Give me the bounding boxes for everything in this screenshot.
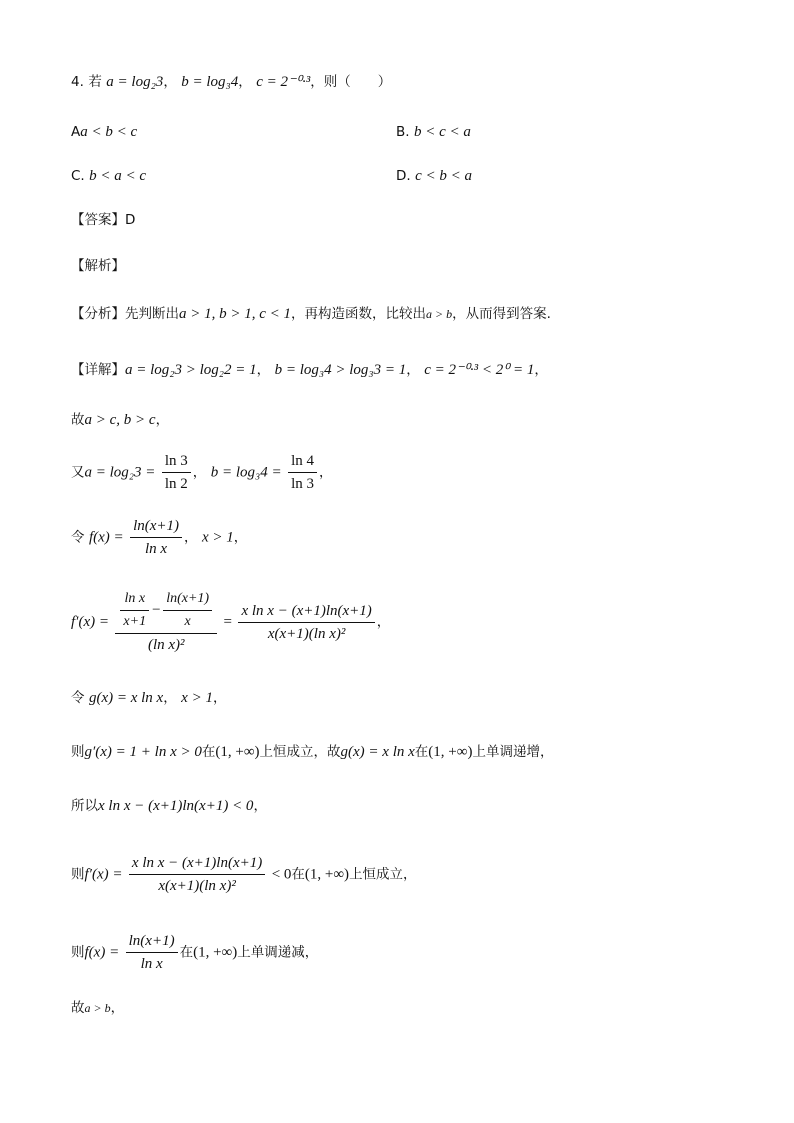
option-b <box>396 122 471 142</box>
gprime-g: g(x) = x ln x <box>340 744 415 760</box>
fraction-fprime2: $\frac{\text{x ln x − (x+1)ln(x+1)}}{\text{x(x+1)(ln x)²}}$ <box>129 852 265 897</box>
question-b-def: b = log₃4 <box>181 74 239 90</box>
fraction-fprime-simplified: $\frac{\text{x ln x − (x+1)ln(x+1)}}{\text{x(x+1)(ln x)²}}$ <box>238 600 374 645</box>
analysis-line <box>71 256 125 276</box>
gu1-expr: a > c, b > c <box>84 412 156 428</box>
interval-4: (1, +∞) <box>193 944 238 961</box>
fraction-f2: $\frac{\ln(x+1)}{\text{ln x}}$ <box>126 930 178 975</box>
xiangjie-eq3: c = 2⁻⁰·³ < 2⁰ = 1 <box>424 362 535 378</box>
fraction-ln4-ln3: $\frac{\ln 4}{\ln 3}$ <box>288 450 317 495</box>
option-a-text: a < b < c <box>80 124 138 140</box>
option-d-label: D. <box>396 168 411 184</box>
option-d <box>396 166 472 186</box>
fprime2-lhs: f′(x) = <box>84 866 123 883</box>
answer-value: D <box>125 212 136 228</box>
fraction-fprime-compound: $\frac{\text{ln x}}{x+1}$ − $\frac{\ln(x+1)}{x}$ (ln x)² <box>115 588 217 656</box>
fenxi-cond: a > 1, b > 1, c < 1 <box>179 306 292 322</box>
g-def: g(x) = x ln x <box>88 690 164 706</box>
question-ruo: 若 <box>88 74 102 90</box>
you-line: 又a = log₂3 = $\frac{\ln 3}{\ln 2}$ ， b = log₃4 = $\frac{\ln 4}{\ln 3}$ ， <box>71 450 332 495</box>
gu2-expr: a > b <box>84 1001 111 1015</box>
xiangjie-eq1: a = log₂3 > log₂2 = 1 <box>125 362 257 378</box>
interval-3: (1, +∞) <box>304 866 350 883</box>
interval-1: (1, +∞) <box>215 744 260 760</box>
suoyi-ineq: x ln x − (x+1)ln(x+1) < 0 <box>98 798 254 814</box>
fraction-ln3-ln2: $\frac{\ln 3}{\ln 2}$ <box>162 450 191 495</box>
answer-label: 【答案】 <box>71 212 125 228</box>
fenxi-line: 【分析】先判断出a > 1, b > 1, c < 1，再构造函数，比较出a > b，从而得到答案. <box>71 306 551 322</box>
gprime-line: 则g′(x) = 1 + ln x > 0在(1, +∞)上恒成立，故g(x) = x ln x在(1, +∞)上单调递增， <box>71 744 554 760</box>
xiangjie-label: 【详解】 <box>71 362 125 378</box>
fprime-lhs: f′(x) = <box>71 614 109 630</box>
question-ze: ，则（ ） <box>310 74 392 90</box>
option-a-label: A <box>71 124 81 140</box>
fraction-lnxp1-over-x: $\frac{\ln(x+1)}{x}$ <box>163 588 212 633</box>
fprime2-rhs: < 0 <box>271 866 292 883</box>
f2-lhs: f(x) = <box>84 944 120 961</box>
analysis-label: 【解析】 <box>71 258 125 274</box>
option-c <box>71 166 146 186</box>
suoyi-line: 所以x ln x − (x+1)ln(x+1) < 0， <box>71 798 267 814</box>
answer-line <box>71 210 135 230</box>
interval-2: (1, +∞) <box>428 744 473 760</box>
question-number: 4. <box>71 74 84 90</box>
question-c-def: c = 2⁻⁰·³ <box>256 74 311 90</box>
gu1-line: 故a > c, b > c， <box>71 412 170 428</box>
option-a <box>71 122 137 142</box>
f-cond: x > 1 <box>201 529 234 546</box>
fenxi-label: 【分析】 <box>71 306 125 322</box>
option-c-text: b < a < c <box>89 168 147 184</box>
f-lhs: f(x) = <box>88 529 124 546</box>
gu2-line: 故a > b， <box>71 1000 125 1016</box>
fraction-f: $\frac{\ln(x+1)}{\text{ln x}}$ <box>130 515 182 560</box>
fprime-line: f′(x) = $\frac{\text{ln x}}{x+1}$ − $\frac{\ln(x+1)}{x}$ (ln x)² = $\frac{\text{x ln x − (x+1)ln(x+1)}}{\text{x(x+1)(ln x)²}}$ ， <box>71 588 390 656</box>
option-d-text: c < b < a <box>415 168 473 184</box>
you-a: a = log₂3 = <box>84 464 156 481</box>
g-cond: x > 1 <box>181 690 213 706</box>
ling-g-line: 令 g(x) = x ln x， x > 1， <box>71 690 227 706</box>
f-decreasing-line: 则f(x) = $\frac{\ln(x+1)}{\text{ln x}}$ 在(1, +∞)上单调递减， <box>71 930 318 975</box>
option-b-text: b < c < a <box>414 124 471 140</box>
xiangjie-eq2: b = log₃4 > log₃3 = 1 <box>274 362 407 378</box>
ling-f-line: 令 f(x) = $\frac{\ln(x+1)}{\text{ln x}}$ ， x > 1， <box>71 515 247 560</box>
option-b-label: B. <box>396 124 410 140</box>
fprime2-line: 则f′(x) = $\frac{\text{x ln x − (x+1)ln(x+1)}}{\text{x(x+1)(ln x)²}}$ < 0在(1, +∞)上恒成立， <box>71 852 417 897</box>
gprime-expr: g′(x) = 1 + ln x > 0 <box>84 744 202 760</box>
xiangjie-line: 【详解】a = log₂3 > log₂2 = 1， b = log₃4 > log₃3 = 1， c = 2⁻⁰·³ < 2⁰ = 1， <box>71 362 548 378</box>
fenxi-cmp: a > b <box>426 307 453 321</box>
question-line: 4. 若 a = log₂3， b = log₃4， c = 2⁻⁰·³，则（ ） <box>71 74 392 90</box>
you-b: b = log₃4 = <box>210 464 282 481</box>
fraction-lnx-over-xp1: $\frac{\text{ln x}}{x+1}$ <box>120 588 149 633</box>
option-c-label: C. <box>71 168 85 184</box>
question-a-def: a = log₂3 <box>106 74 164 90</box>
